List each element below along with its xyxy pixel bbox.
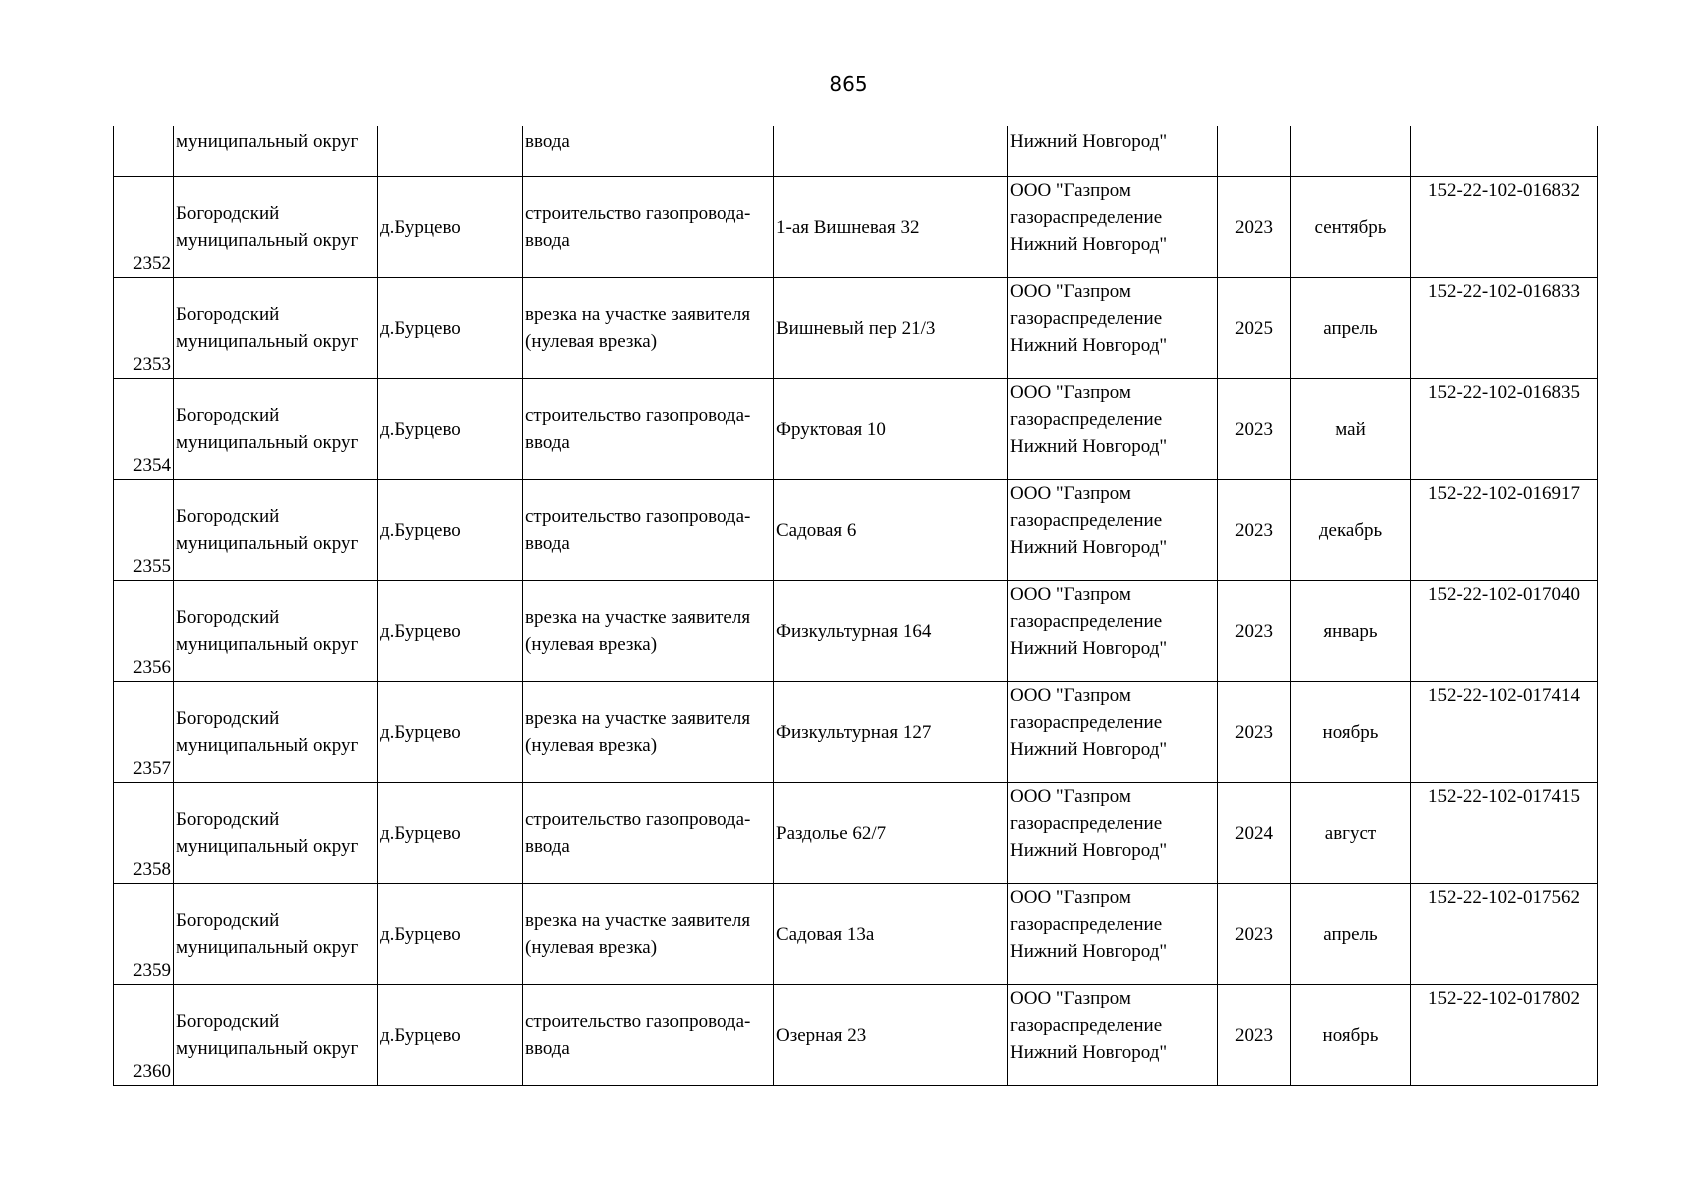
gas-connection-table <box>113 126 1598 1086</box>
settlement-cell: д.Бурцево <box>378 783 523 884</box>
org-line-3: Нижний Новгород" <box>1010 638 1168 659</box>
work-line-1: врезка на участке заявителя <box>525 708 751 729</box>
org-line-1: ООО "Газпром <box>1010 483 1131 504</box>
district-name: Богородский <box>176 809 280 830</box>
district-cell <box>174 581 378 682</box>
work-cell <box>523 278 774 379</box>
work-line-2: ввода <box>525 836 570 857</box>
settlement-cell <box>378 126 523 177</box>
work-line-1: врезка на участке заявителя <box>525 910 751 931</box>
year-cell: 2023 <box>1218 884 1291 985</box>
table-row <box>114 985 1598 1086</box>
district-type: муниципальный округ <box>176 230 359 251</box>
address-cell <box>774 126 1008 177</box>
work-line-1: врезка на участке заявителя <box>525 607 751 628</box>
code-cell: 152-22-102-017414 <box>1411 682 1598 783</box>
code-cell: 152-22-102-016833 <box>1411 278 1598 379</box>
settlement-cell: д.Бурцево <box>378 177 523 278</box>
organization-cell <box>1008 581 1218 682</box>
work-cell <box>523 581 774 682</box>
district-cell <box>174 480 378 581</box>
address-cell: Физкультурная 164 <box>774 581 1008 682</box>
page-number: 865 <box>829 72 868 96</box>
work-cell <box>523 379 774 480</box>
organization-cell <box>1008 884 1218 985</box>
organization-cell <box>1008 985 1218 1086</box>
org-cell: Нижний Новгород" <box>1008 126 1218 177</box>
district-type: муниципальный округ <box>176 1038 359 1059</box>
org-line-1: ООО "Газпром <box>1010 988 1131 1009</box>
org-line-1: ООО "Газпром <box>1010 685 1131 706</box>
district-name: Богородский <box>176 304 280 325</box>
month-cell <box>1291 126 1411 177</box>
district-type: муниципальный округ <box>176 735 359 756</box>
address-cell: Озерная 23 <box>774 985 1008 1086</box>
org-line-2: газораспределение <box>1010 308 1163 329</box>
org-line-3: Нижний Новгород" <box>1010 739 1168 760</box>
row-number: 2356 <box>114 581 174 682</box>
work-cell <box>523 985 774 1086</box>
settlement-cell: д.Бурцево <box>378 682 523 783</box>
row-number: 2353 <box>114 278 174 379</box>
table-row <box>114 884 1598 985</box>
work-line-2: ввода <box>525 230 570 251</box>
work-cell: ввода <box>523 126 774 177</box>
org-line-3: Нижний Новгород" <box>1010 335 1168 356</box>
org-line-2: газораспределение <box>1010 611 1163 632</box>
work-cell <box>523 177 774 278</box>
month-cell: май <box>1291 379 1411 480</box>
work-line-2: (нулевая врезка) <box>525 937 658 958</box>
work-line-2: ввода <box>525 432 570 453</box>
year-cell: 2025 <box>1218 278 1291 379</box>
table-row <box>114 581 1598 682</box>
code-cell <box>1411 126 1598 177</box>
org-line-1: ООО "Газпром <box>1010 584 1131 605</box>
work-line-1: строительство газопровода- <box>525 809 751 830</box>
month-cell: ноябрь <box>1291 682 1411 783</box>
work-cell <box>523 783 774 884</box>
org-line-2: газораспределение <box>1010 510 1163 531</box>
district-type: муниципальный округ <box>176 432 359 453</box>
row-number: 2357 <box>114 682 174 783</box>
org-line-1: ООО "Газпром <box>1010 786 1131 807</box>
org-line-3: Нижний Новгород" <box>1010 234 1168 255</box>
address-cell: Садовая 6 <box>774 480 1008 581</box>
code-cell: 152-22-102-017562 <box>1411 884 1598 985</box>
district-cell <box>174 682 378 783</box>
work-cell <box>523 682 774 783</box>
district-name: Богородский <box>176 607 280 628</box>
district-name: Богородский <box>176 506 280 527</box>
org-line-3: Нижний Новгород" <box>1010 840 1168 861</box>
org-line-3: Нижний Новгород" <box>1010 1042 1168 1063</box>
org-line-2: газораспределение <box>1010 207 1163 228</box>
code-cell: 152-22-102-017802 <box>1411 985 1598 1086</box>
org-line-3: Нижний Новгород" <box>1010 436 1168 457</box>
month-cell: декабрь <box>1291 480 1411 581</box>
row-number: 2360 <box>114 985 174 1086</box>
month-cell: ноябрь <box>1291 985 1411 1086</box>
work-line-2: (нулевая врезка) <box>525 331 658 352</box>
month-cell: апрель <box>1291 278 1411 379</box>
table-body <box>114 126 1598 1086</box>
organization-cell <box>1008 379 1218 480</box>
address-cell: Раздолье 62/7 <box>774 783 1008 884</box>
month-cell: сентябрь <box>1291 177 1411 278</box>
work-cell <box>523 884 774 985</box>
row-number: 2359 <box>114 884 174 985</box>
district-name: Богородский <box>176 910 280 931</box>
month-cell: август <box>1291 783 1411 884</box>
year-cell: 2023 <box>1218 581 1291 682</box>
row-number: 2354 <box>114 379 174 480</box>
org-line-2: газораспределение <box>1010 813 1163 834</box>
address-cell: Вишневый пер 21/3 <box>774 278 1008 379</box>
organization-cell <box>1008 177 1218 278</box>
code-cell: 152-22-102-016835 <box>1411 379 1598 480</box>
table-row <box>114 177 1598 278</box>
district-cell <box>174 379 378 480</box>
settlement-cell: д.Бурцево <box>378 480 523 581</box>
table-row <box>114 278 1598 379</box>
year-cell: 2023 <box>1218 177 1291 278</box>
work-cell <box>523 480 774 581</box>
org-line-2: газораспределение <box>1010 914 1163 935</box>
district-name: Богородский <box>176 405 280 426</box>
work-line-2: ввода <box>525 1038 570 1059</box>
work-line-1: строительство газопровода- <box>525 1011 751 1032</box>
organization-cell <box>1008 783 1218 884</box>
code-cell: 152-22-102-017040 <box>1411 581 1598 682</box>
row-number: 2352 <box>114 177 174 278</box>
settlement-cell: д.Бурцево <box>378 985 523 1086</box>
work-line-2: (нулевая врезка) <box>525 735 658 756</box>
settlement-cell: д.Бурцево <box>378 379 523 480</box>
table-row <box>114 783 1598 884</box>
num-cell <box>114 126 174 177</box>
work-line-1: врезка на участке заявителя <box>525 304 751 325</box>
org-line-2: газораспределение <box>1010 409 1163 430</box>
org-line-1: ООО "Газпром <box>1010 180 1131 201</box>
org-line-3: Нижний Новгород" <box>1010 537 1168 558</box>
org-line-2: газораспределение <box>1010 1015 1163 1036</box>
organization-cell <box>1008 682 1218 783</box>
year-cell: 2024 <box>1218 783 1291 884</box>
code-cell: 152-22-102-016917 <box>1411 480 1598 581</box>
work-line-1: строительство газопровода- <box>525 203 751 224</box>
district-cell <box>174 884 378 985</box>
year-cell: 2023 <box>1218 985 1291 1086</box>
district-cell <box>174 177 378 278</box>
district-type: муниципальный округ <box>176 331 359 352</box>
org-line-1: ООО "Газпром <box>1010 281 1131 302</box>
work-line-1: строительство газопровода- <box>525 506 751 527</box>
settlement-cell: д.Бурцево <box>378 581 523 682</box>
district-cell: муниципальный округ <box>174 126 378 177</box>
row-number: 2358 <box>114 783 174 884</box>
work-line-1: строительство газопровода- <box>525 405 751 426</box>
district-name: Богородский <box>176 1011 280 1032</box>
table-row <box>114 379 1598 480</box>
table-row <box>114 682 1598 783</box>
settlement-cell: д.Бурцево <box>378 884 523 985</box>
org-line-2: газораспределение <box>1010 712 1163 733</box>
code-cell: 152-22-102-017415 <box>1411 783 1598 884</box>
code-cell: 152-22-102-016832 <box>1411 177 1598 278</box>
address-cell: Садовая 13а <box>774 884 1008 985</box>
continuation-row <box>114 126 1598 177</box>
year-cell: 2023 <box>1218 379 1291 480</box>
month-cell: январь <box>1291 581 1411 682</box>
year-cell <box>1218 126 1291 177</box>
work-line-2: (нулевая врезка) <box>525 634 658 655</box>
district-type: муниципальный округ <box>176 937 359 958</box>
district-name: Богородский <box>176 203 280 224</box>
address-cell: 1-ая Вишневая 32 <box>774 177 1008 278</box>
district-type: муниципальный округ <box>176 634 359 655</box>
organization-cell <box>1008 480 1218 581</box>
district-cell <box>174 278 378 379</box>
row-number: 2355 <box>114 480 174 581</box>
address-cell: Физкультурная 127 <box>774 682 1008 783</box>
year-cell: 2023 <box>1218 480 1291 581</box>
district-type: муниципальный округ <box>176 836 359 857</box>
district-cell <box>174 985 378 1086</box>
work-line-2: ввода <box>525 533 570 554</box>
district-name: Богородский <box>176 708 280 729</box>
address-cell: Фруктовая 10 <box>774 379 1008 480</box>
org-line-1: ООО "Газпром <box>1010 887 1131 908</box>
month-cell: апрель <box>1291 884 1411 985</box>
org-line-1: ООО "Газпром <box>1010 382 1131 403</box>
district-type: муниципальный округ <box>176 533 359 554</box>
year-cell: 2023 <box>1218 682 1291 783</box>
settlement-cell: д.Бурцево <box>378 278 523 379</box>
organization-cell <box>1008 278 1218 379</box>
district-cell <box>174 783 378 884</box>
org-line-3: Нижний Новгород" <box>1010 941 1168 962</box>
table-row <box>114 480 1598 581</box>
